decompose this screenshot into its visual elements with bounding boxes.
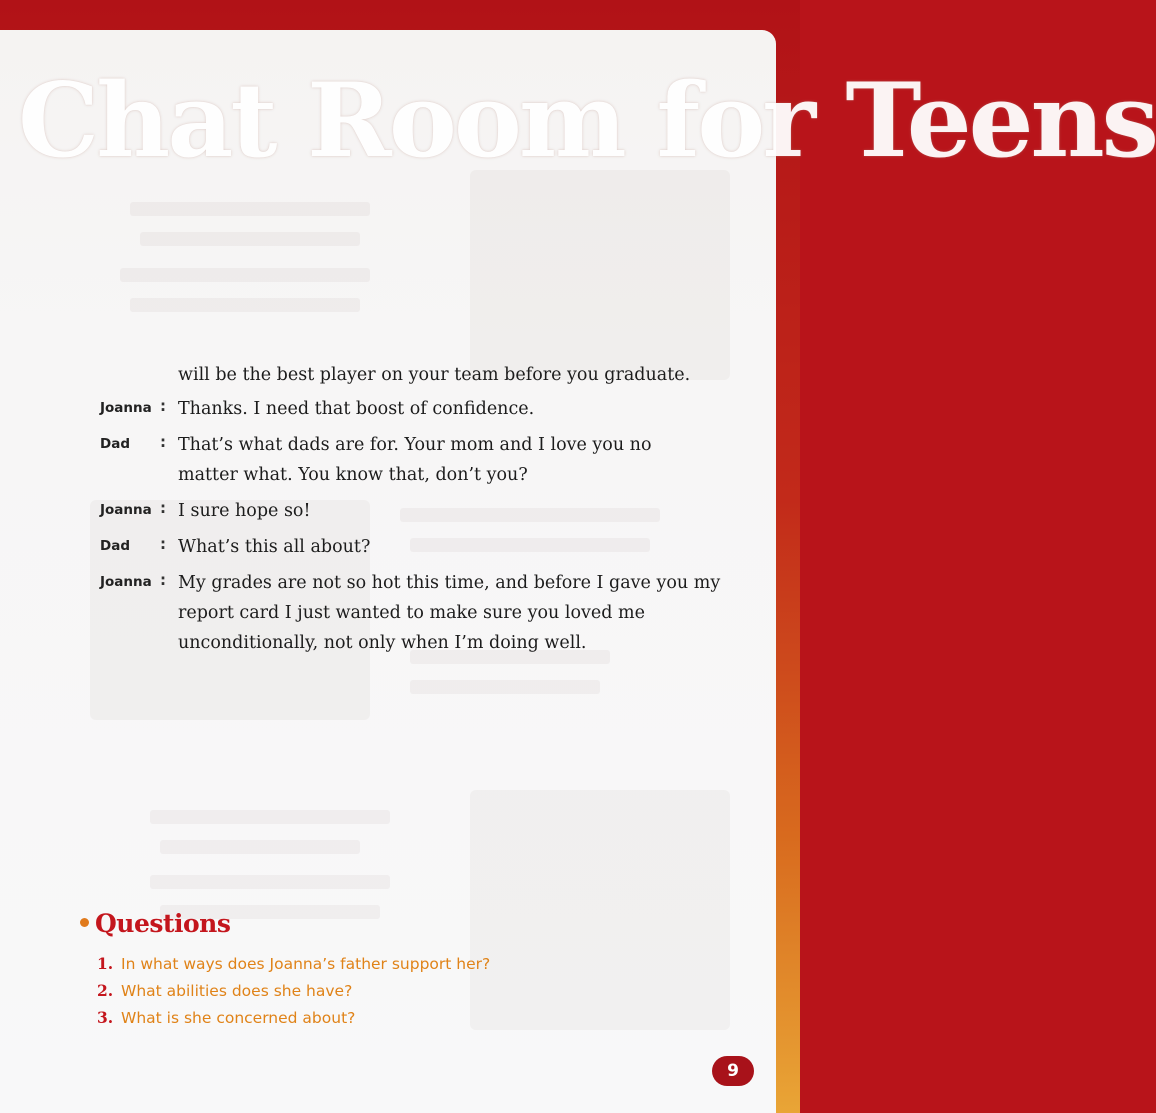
speech-line: matter what. You know that, don’t you? bbox=[178, 465, 528, 485]
speech-line: That’s what dads are for. Your mom and I love you no bbox=[178, 435, 652, 455]
question-text: What abilities does she have? bbox=[121, 982, 353, 1000]
speaker-colon: : bbox=[160, 571, 166, 589]
background-illustration bbox=[470, 170, 730, 380]
speaker-name: Joanna bbox=[100, 574, 152, 590]
speech-line: My grades are not so hot this time, and before I gave you my bbox=[178, 573, 721, 593]
speech-text bbox=[178, 496, 738, 526]
page-title: Chat Room for Teens bbox=[18, 61, 1156, 181]
background-text-line bbox=[150, 875, 390, 889]
bullet-dot-icon bbox=[80, 918, 89, 927]
question-number: 1. bbox=[97, 954, 114, 973]
questions-list bbox=[97, 954, 697, 1035]
background-text-line bbox=[130, 298, 360, 312]
background-text-line bbox=[140, 232, 360, 246]
speech-continuation: will be the best player on your team before you graduate. bbox=[178, 365, 691, 385]
question-text: What is she concerned about? bbox=[121, 1009, 356, 1027]
speech-line: I sure hope so! bbox=[178, 501, 311, 521]
question-text: In what ways does Joanna’s father support her? bbox=[121, 955, 491, 973]
background-text-line bbox=[130, 202, 370, 216]
question-item bbox=[97, 954, 697, 981]
speaker-name: Joanna bbox=[100, 400, 152, 416]
background-text-line bbox=[160, 840, 360, 854]
speaker-colon: : bbox=[160, 535, 166, 553]
questions-heading bbox=[80, 909, 230, 938]
speech-text bbox=[178, 532, 738, 562]
speech-text bbox=[178, 394, 738, 424]
questions-heading-text: Questions bbox=[95, 909, 231, 938]
speaker-name: Dad bbox=[100, 538, 130, 554]
speech-line: report card I just wanted to make sure you loved me bbox=[178, 603, 645, 623]
speech-line: unconditionally, not only when I’m doing well. bbox=[178, 633, 587, 653]
speaker-name: Dad bbox=[100, 436, 130, 452]
question-item bbox=[97, 981, 697, 1008]
speaker-name: Joanna bbox=[100, 502, 152, 518]
background-text-line bbox=[120, 268, 370, 282]
page-number: 9 bbox=[712, 1056, 754, 1086]
speaker-colon: : bbox=[160, 397, 166, 415]
speaker-colon: : bbox=[160, 433, 166, 451]
background-text-line bbox=[410, 680, 600, 694]
question-number: 3. bbox=[97, 1008, 114, 1027]
question-number: 2. bbox=[97, 981, 114, 1000]
speech-text bbox=[178, 568, 738, 658]
speech-text bbox=[178, 430, 738, 490]
speaker-colon: : bbox=[160, 499, 166, 517]
background-text-line bbox=[150, 810, 390, 824]
speech-line: What’s this all about? bbox=[178, 537, 371, 557]
question-item bbox=[97, 1008, 697, 1035]
speech-line: Thanks. I need that boost of confidence. bbox=[178, 399, 535, 419]
